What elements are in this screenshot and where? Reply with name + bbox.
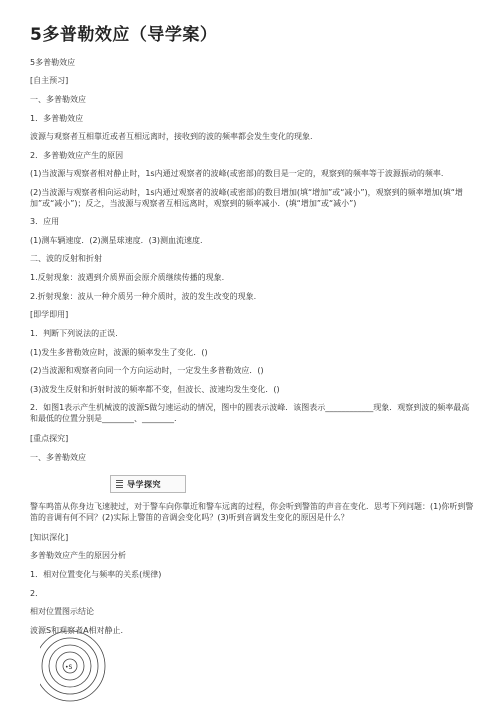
cause-point-1: (1)当波源与观察者相对静止时，1s内通过观察者的波峰(或密部)的数目是一定的，观察到的频率等于波源振动的频率. xyxy=(30,169,444,178)
question-1-item-3: (3)波发生反射和折射时波的频率都不变，但波长、波速均发生变化．() xyxy=(30,385,280,394)
table-row-static: 波源S和观察者A相对静止. xyxy=(30,626,124,635)
section-tag-preview: [自主预习] xyxy=(30,76,69,85)
section-tag-practice: [即学即用] xyxy=(30,310,69,319)
source-label: •S xyxy=(65,664,73,671)
inquiry-paragraph: 警车鸣笛从你身边飞速驶过，对于警车向你靠近和警车远离的过程，你会听到警笛的声音在变化．思考下列问题：(1)你听到警笛的音调有何不同？(2)实际上警笛的音调会变化吗？(3)听到音调发生变化的原因是什么？ xyxy=(30,502,474,522)
doppler-definition: 波源与观察者互相靠近或者互相远离时，接收到的波的频率都会发生变化的现象. xyxy=(30,132,313,141)
concentric-waves-figure xyxy=(40,618,115,713)
item-2-label: 2． xyxy=(30,589,44,598)
section-tag-key-inquiry: [重点探究] xyxy=(30,434,69,443)
subheading-doppler-effect: 1．多普勒效应 xyxy=(30,114,84,123)
heading-doppler-inquiry: 一、多普勒效应 xyxy=(30,453,86,462)
guide-inquiry-label xyxy=(110,475,186,493)
table-header: 相对位置图示结论 xyxy=(30,607,94,616)
relation-heading: 1．相对位置变化与频率的关系(规律) xyxy=(30,570,162,579)
subheading-cause: 2．多普勒效应产生的原因 xyxy=(30,151,124,160)
application-list: (1)测车辆速度．(2)测星球速度．(3)测血流速度. xyxy=(30,236,203,245)
section-tag-deepen: [知识深化] xyxy=(30,533,69,542)
reflection-definition: 1.反射现象：波遇到介质界面会原介质继续传播的现象. xyxy=(30,273,225,282)
cause-point-2: (2)当波源与观察者相向运动时，1s内通过观察者的波峰(或密部)的数目增加(填“增加”或“减小”)，观察到的频率增加(填“增加”或“减小”)；反之，当波源与观察者互相远离时，观察到的频率减小．(填“增加”或“减小”) xyxy=(30,188,463,208)
question-1: 1．判断下列说法的正误. xyxy=(30,329,118,338)
subtitle: 5多普勒效应 xyxy=(30,58,76,67)
list-icon xyxy=(116,480,123,488)
heading-reflection-refraction: 二、波的反射和折射 xyxy=(30,254,102,263)
cause-analysis-heading: 多普勒效应产生的原因分析 xyxy=(30,551,126,560)
question-1-item-2: (2)当波源和观察者向同一个方向运动时，一定发生多普勒效应．() xyxy=(30,366,264,375)
refraction-definition: 2.折射现象：波从一种介质另一种介质时，波的发生改变的现象. xyxy=(30,292,257,301)
subheading-application: 3．应用 xyxy=(30,217,60,226)
question-2: 2．如图1表示产生机械波的波源S做匀速运动的情况，图中的圆表示波峰．该图表示____________现象．观察到波的频率最高和最低的位置分别是________、________. xyxy=(30,403,470,423)
guide-inquiry-text: 导学探究 xyxy=(127,479,161,489)
question-1-item-1: (1)发生多普勒效应时，波源的频率发生了变化．() xyxy=(30,348,208,357)
wavefront-diagram xyxy=(40,618,115,713)
page-title: 5多普勒效应（导学案） xyxy=(30,25,218,45)
heading-doppler: 一、多普勒效应 xyxy=(30,95,86,104)
